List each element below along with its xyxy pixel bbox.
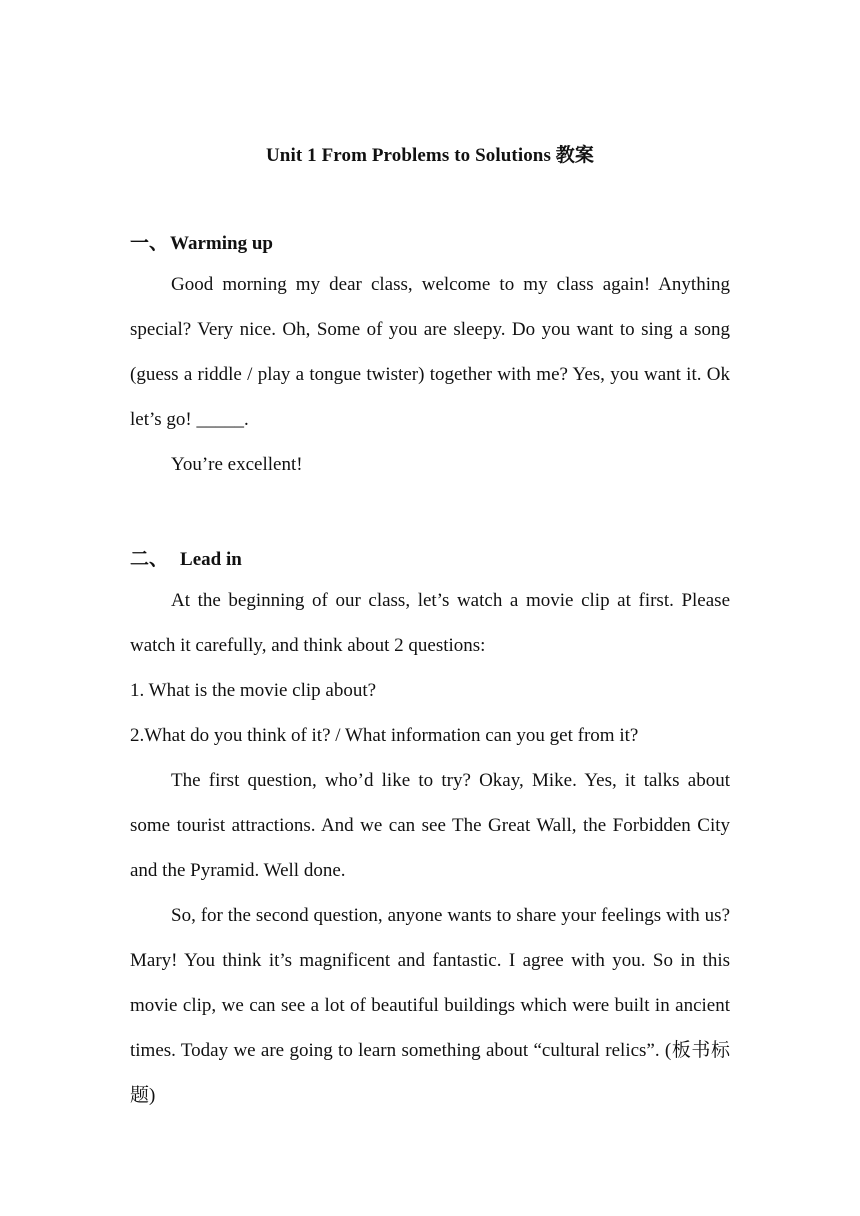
paragraph-answer-1: The first question, who’d like to try? Okay, Mike. Yes, it talks about some tourist attractions. And we can see The Great Wall, the Forbidden City and the Pyramid. Well done. <box>130 770 730 881</box>
section-title: Warming up <box>170 233 273 254</box>
section-number: 二、 <box>130 549 169 570</box>
question-1: 1. What is the movie clip about? <box>130 680 377 701</box>
paragraph-praise: You’re excellent! <box>171 454 303 475</box>
paragraph-answer-2: So, for the second question, anyone wants to share your feelings with us? Mary! You think it’s magnificent and fantastic. I agree with you. So in this movie clip, we can see a lot of beautiful buildings which were built in ancient times. Today we are going to learn something about “cultural relics”. (板书标题) <box>130 905 730 1106</box>
paragraph-intro: At the beginning of our class, let’s watch a movie clip at first. Please watch it carefully, and think about 2 questions: <box>130 590 730 656</box>
section-number: 一、 <box>130 233 169 254</box>
section-heading-lead-in <box>130 544 242 571</box>
paragraph-greeting: Good morning my dear class, welcome to my class again! Anything special? Very nice. Oh, Some of you are sleepy. Do you want to sing a song (guess a riddle / play a tongue twister) together with me? Yes, you want it. Ok let’s go! _____. <box>130 274 730 430</box>
document-title: Unit 1 From Problems to Solutions 教案 <box>265 145 595 166</box>
section-heading-warming-up <box>130 228 273 255</box>
question-2: 2.What do you think of it? / What information can you get from it? <box>130 725 639 746</box>
section-title: Lead in <box>180 549 242 570</box>
